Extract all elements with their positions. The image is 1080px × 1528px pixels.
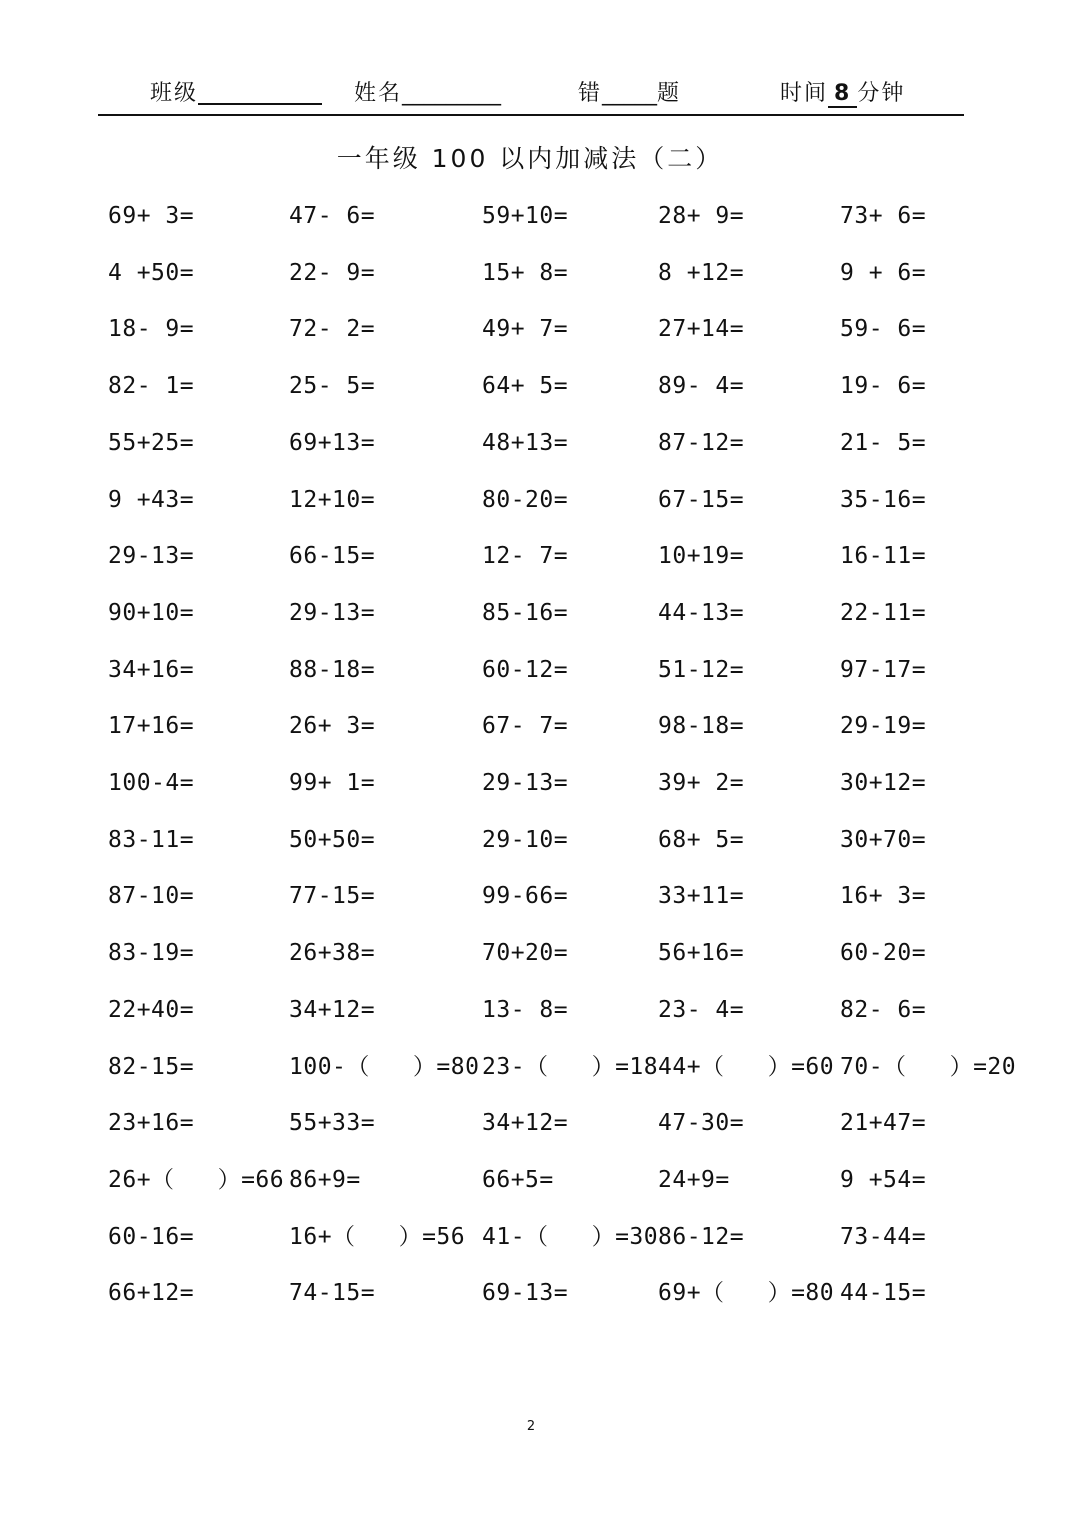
math-problem[interactable]: 59- 6= (840, 316, 927, 343)
math-problem[interactable]: 56+16= (658, 940, 745, 967)
problem-row (0, 593, 1080, 633)
math-problem[interactable]: 74-15= (289, 1280, 376, 1307)
math-problem[interactable]: 69+13= (289, 429, 376, 456)
wrong-unit: 题 (657, 81, 682, 106)
math-problem[interactable]: 66-15= (289, 543, 376, 570)
problem-row (0, 253, 1080, 293)
math-problem[interactable]: 34+12= (289, 996, 376, 1023)
math-problem[interactable]: 41-（ ）=30 (482, 1223, 659, 1250)
math-problem[interactable]: 55+33= (289, 1110, 376, 1137)
math-problem[interactable]: 100-4= (108, 770, 195, 796)
math-problem[interactable]: 35-16= (840, 486, 927, 513)
problem-row (0, 1047, 1080, 1087)
math-problem[interactable]: 16+ 3= (840, 883, 927, 910)
math-problem[interactable]: 80-20= (482, 486, 569, 513)
math-problem[interactable]: 77-15= (289, 883, 376, 910)
wrong-blank[interactable]: _____ (602, 81, 658, 106)
math-problem[interactable]: 70+20= (482, 940, 569, 967)
time-value: 8 (828, 82, 857, 108)
math-problem[interactable]: 100-（ ）=80 (289, 1053, 480, 1080)
problem-row (0, 650, 1080, 690)
problem-row (0, 706, 1080, 746)
math-problem[interactable]: 82- 1= (108, 373, 195, 400)
math-problem[interactable]: 73-44= (840, 1223, 927, 1250)
math-problem[interactable]: 44-13= (658, 599, 745, 626)
math-problem[interactable]: 64+ 5= (482, 373, 569, 400)
math-problem[interactable]: 12+10= (289, 486, 376, 513)
math-problem[interactable]: 69-13= (482, 1280, 569, 1307)
math-problem[interactable]: 69+ 3= (108, 203, 195, 229)
math-problem[interactable]: 98-18= (658, 713, 745, 740)
math-problem[interactable]: 33+11= (658, 883, 745, 910)
math-problem[interactable]: 44+（ ）=60 (658, 1053, 835, 1080)
math-problem[interactable]: 25- 5= (289, 373, 376, 400)
math-problem[interactable]: 22-11= (840, 599, 927, 626)
problem-row (0, 990, 1080, 1030)
math-problem[interactable]: 21+47= (840, 1110, 927, 1137)
math-problem[interactable]: 49+ 7= (482, 316, 569, 343)
math-problem[interactable]: 27+14= (658, 316, 745, 343)
problem-row (0, 763, 1080, 803)
math-problem[interactable]: 22+40= (108, 996, 195, 1023)
math-problem[interactable]: 47- 6= (289, 203, 376, 229)
math-problem[interactable]: 12- 7= (482, 543, 569, 570)
math-problem[interactable]: 97-17= (840, 656, 927, 683)
time-label: 时间 (780, 81, 829, 106)
math-problem[interactable]: 87-10= (108, 883, 195, 910)
math-problem[interactable]: 34+16= (108, 656, 195, 683)
math-problem[interactable]: 50+50= (289, 826, 376, 853)
class-label: 班级 (150, 81, 199, 106)
problem-row (0, 196, 1080, 236)
math-problem[interactable]: 83-11= (108, 826, 195, 853)
math-problem[interactable]: 9 +43= (108, 486, 195, 513)
problem-row (0, 876, 1080, 916)
math-problem[interactable]: 44-15= (840, 1280, 927, 1307)
math-problem[interactable]: 88-18= (289, 656, 376, 683)
math-problem[interactable]: 51-12= (658, 656, 745, 683)
math-problem[interactable]: 85-16= (482, 599, 569, 626)
math-problem[interactable]: 89- 4= (658, 373, 745, 400)
math-problem[interactable]: 48+13= (482, 429, 569, 456)
math-problem[interactable]: 13- 8= (482, 996, 569, 1023)
problem-row (0, 1273, 1080, 1313)
math-problem[interactable]: 99-66= (482, 883, 569, 910)
name-blank[interactable]: _________ (402, 81, 502, 106)
math-problem[interactable]: 47-30= (658, 1110, 745, 1137)
math-problem[interactable]: 19- 6= (840, 373, 927, 400)
math-problem[interactable]: 55+25= (108, 429, 195, 456)
math-problem[interactable]: 87-12= (658, 429, 745, 456)
math-problem[interactable]: 23+16= (108, 1110, 195, 1137)
math-problem[interactable]: 8 +12= (658, 259, 745, 286)
math-problem[interactable]: 60-16= (108, 1223, 195, 1250)
math-problem[interactable]: 10+19= (658, 543, 745, 570)
math-problem[interactable]: 70-（ ）=20 (840, 1053, 1017, 1080)
math-problem[interactable]: 72- 2= (289, 316, 376, 343)
math-problem[interactable]: 9 + 6= (840, 259, 927, 286)
problem-row (0, 1217, 1080, 1257)
math-problem[interactable]: 29-13= (289, 599, 376, 626)
math-problem[interactable]: 66+5= (482, 1166, 554, 1193)
math-problem[interactable]: 83-19= (108, 940, 195, 967)
problem-row (0, 1103, 1080, 1143)
math-problem[interactable]: 82-15= (108, 1053, 195, 1080)
problem-row (0, 480, 1080, 520)
math-problem[interactable]: 16-11= (840, 543, 927, 570)
math-problem[interactable]: 15+ 8= (482, 259, 569, 286)
math-problem[interactable]: 39+ 2= (658, 770, 745, 796)
math-problem[interactable]: 16+（ ）=56 (289, 1223, 466, 1250)
problem-row (0, 1160, 1080, 1200)
time-unit: 分钟 (857, 81, 906, 106)
math-problem[interactable]: 82- 6= (840, 996, 927, 1023)
math-problem[interactable]: 68+ 5= (658, 826, 745, 853)
math-problem[interactable]: 30+70= (840, 826, 927, 853)
math-problem[interactable]: 30+12= (840, 770, 927, 796)
math-problem[interactable]: 21- 5= (840, 429, 927, 456)
math-problem[interactable]: 69+（ ）=80 (658, 1280, 835, 1307)
problem-row (0, 423, 1080, 463)
math-problem[interactable]: 29-10= (482, 826, 569, 853)
math-problem[interactable]: 90+10= (108, 599, 195, 626)
math-problem[interactable]: 66+12= (108, 1280, 195, 1307)
math-problem[interactable]: 22- 9= (289, 259, 376, 286)
worksheet-title: 一年级 100 以内加减法（二） (336, 144, 724, 173)
math-problem[interactable]: 67- 7= (482, 713, 569, 740)
name-label: 姓名 (354, 81, 403, 106)
math-problem[interactable]: 86+9= (289, 1166, 361, 1193)
math-problem[interactable]: 18- 9= (108, 316, 195, 343)
math-problem[interactable]: 26+ 3= (289, 713, 376, 740)
math-problem[interactable]: 59+10= (482, 203, 569, 229)
math-problem[interactable]: 29-13= (108, 543, 195, 570)
math-problem[interactable]: 67-15= (658, 486, 745, 513)
math-problem[interactable]: 26+（ ）=66 (108, 1166, 285, 1193)
math-problem[interactable]: 29-13= (482, 770, 569, 796)
math-problem[interactable]: 60-12= (482, 656, 569, 683)
math-problem[interactable]: 86-12= (658, 1223, 745, 1250)
page-number: 2 (526, 1419, 536, 1434)
math-problem[interactable]: 29-19= (840, 713, 927, 740)
math-problem[interactable]: 23-（ ）=18 (482, 1053, 659, 1080)
math-problem[interactable]: 24+9= (658, 1166, 730, 1193)
math-problem[interactable]: 73+ 6= (840, 203, 927, 229)
math-problem[interactable]: 34+12= (482, 1110, 569, 1137)
math-problem[interactable]: 23- 4= (658, 996, 745, 1023)
problem-row (0, 933, 1080, 973)
math-problem[interactable]: 17+16= (108, 713, 195, 740)
math-problem[interactable]: 99+ 1= (289, 770, 376, 796)
problem-row (0, 366, 1080, 406)
math-problem[interactable]: 26+38= (289, 940, 376, 967)
problem-row (0, 309, 1080, 349)
math-problem[interactable]: 9 +54= (840, 1166, 927, 1193)
math-problem[interactable]: 4 +50= (108, 259, 195, 286)
problem-row (0, 536, 1080, 576)
math-problem[interactable]: 60-20= (840, 940, 927, 967)
wrong-label: 错 (578, 81, 603, 106)
problem-row (0, 820, 1080, 860)
math-problem[interactable]: 28+ 9= (658, 203, 745, 229)
